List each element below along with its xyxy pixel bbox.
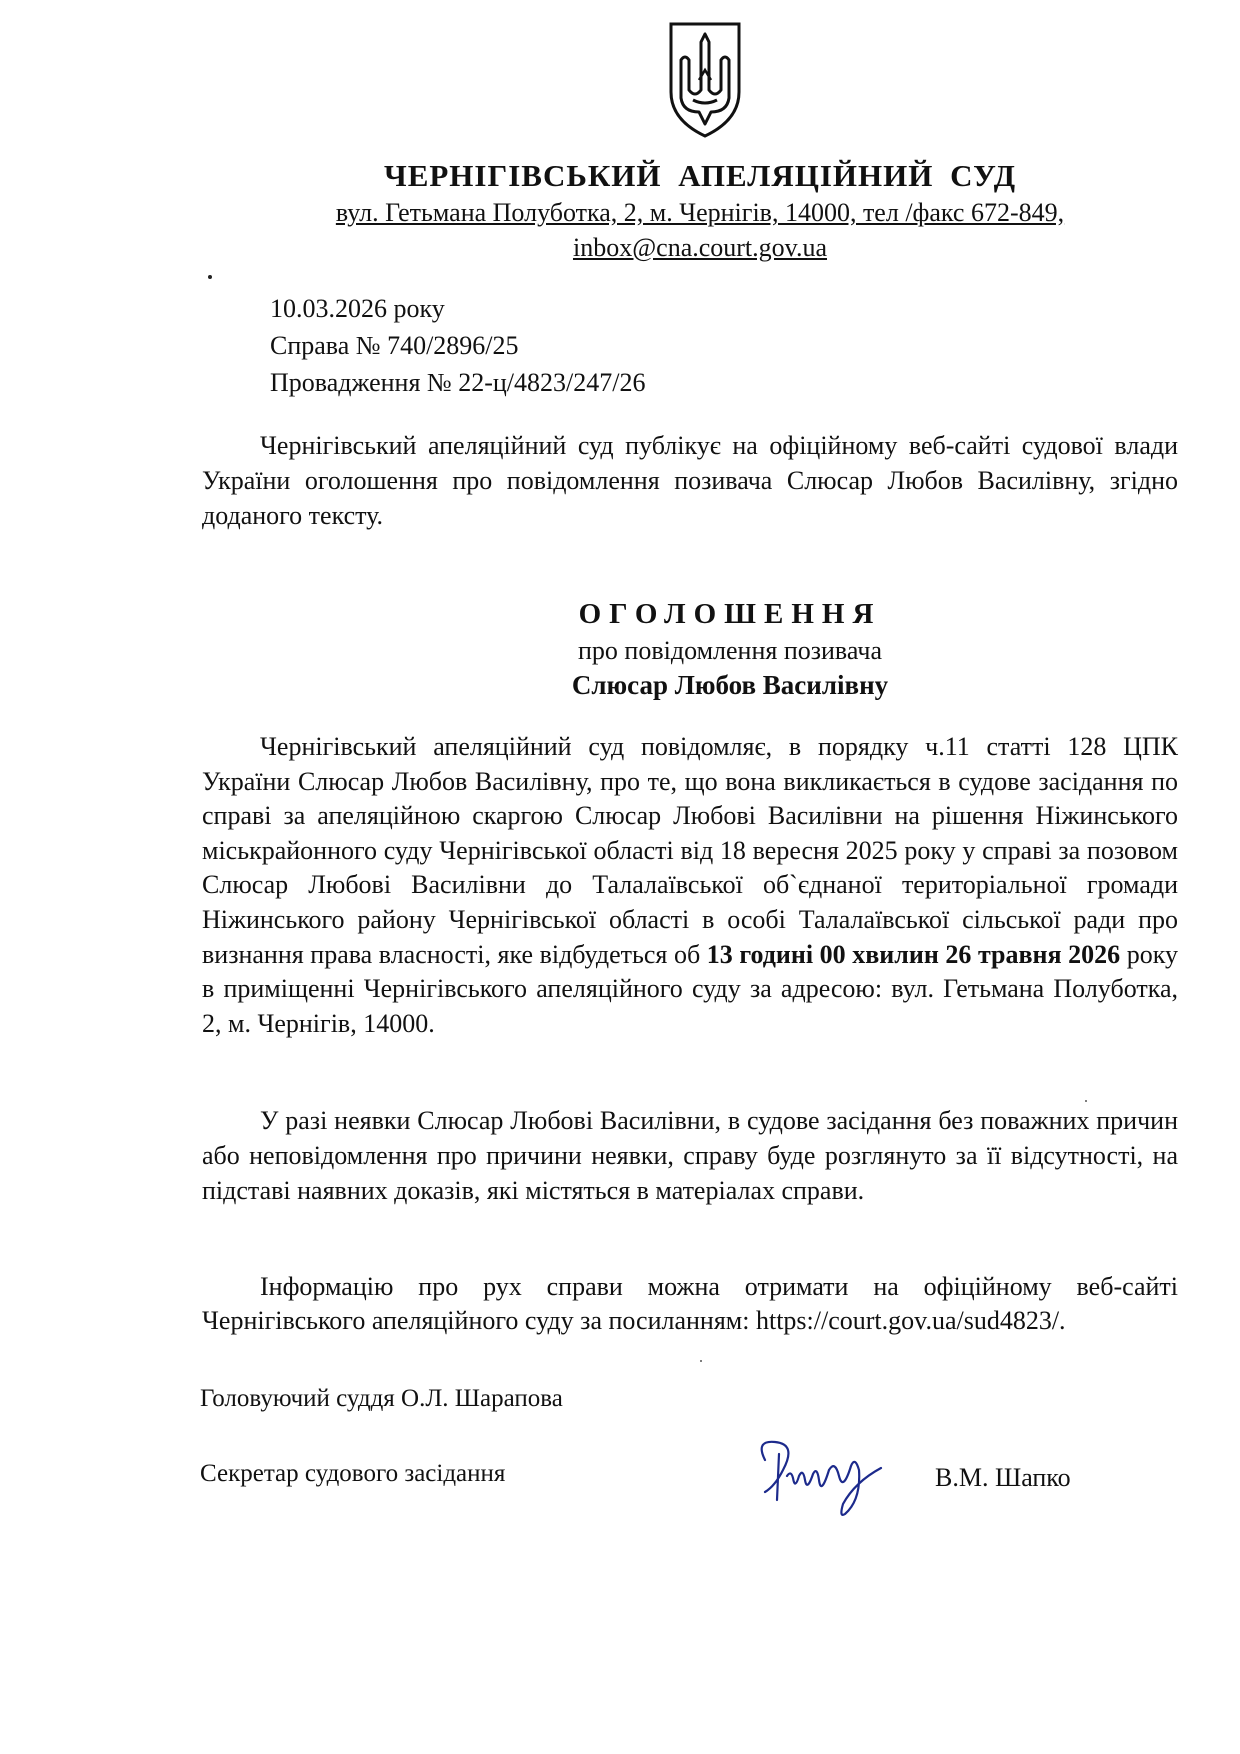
court-email: inbox@cna.court.gov.ua — [572, 233, 828, 262]
case-meta — [270, 290, 645, 401]
handwritten-signature-icon — [735, 1430, 885, 1520]
case-number: Справа № 740/2896/25 — [270, 331, 519, 360]
hearing-datetime: 13 годині 00 хвилин 26 травня 2026 — [706, 939, 1121, 969]
absence-paragraph: У разі неявки Слюсар Любові Василівни, в судове засідання без поважних причин або неповідомлення про причини неявки, справу буде розглянуто за її відсутності, на підставі наявних доказів, які містяться в матеріалах справи. — [202, 1106, 1178, 1205]
proceeding-number: Провадження № 22-ц/4823/247/26 — [270, 368, 646, 397]
notice-body-paragraph — [202, 730, 1178, 1041]
scan-speck — [1085, 1100, 1087, 1102]
info-paragraph: Інформацію про рух справи можна отримати на офіційному веб-сайті Чернігівського апеляційного суду за посиланням: https://court.gov.ua/sud4823/. — [202, 1272, 1178, 1335]
scan-speck — [700, 1360, 702, 1362]
notice-title: ОГОЛОШЕННЯ — [578, 598, 882, 630]
notice-body-text: Чернігівський апеляційний суд повідомляє, в порядку ч.11 статті 128 ЦПК України Слюсар Любов Василівну, про те, що вона викликається в судове засідання по справі за апеляційною скаргою Слюсар Любові Василівни на рішення Ніжинського міськрайонного суду Чернігівської області від 18 вересня 2025 року у справі за позовом Слюсар Любові Василівни до Талалаївської об`єднаної територіальної громади Ніжинського району Чернігівської області в особі Талалаївської сільської ради про визнання права власності, яке відбудеться об — [202, 732, 1178, 969]
notice-person-name: Слюсар Любов Василівну — [571, 670, 889, 700]
secretary-role: Секретар судового засідання — [200, 1460, 506, 1487]
court-address: вул. Гетьмана Полуботка, 2, м. Чернігів, 14000, тел /факс 672-849, — [335, 198, 1065, 227]
intro-paragraph: Чернігівський апеляційний суд публікує на офіційному веб-сайті судової влади України оголошення про повідомлення позивача Слюсар Любов Василівну, згідно доданого тексту. — [202, 431, 1178, 530]
notice-body-text-end: року в приміщенні Чернігівського апеляційного суду за адресою: вул. Гетьмана Полуботка, 2, м. Чернігів, 14000. — [202, 939, 1179, 1038]
court-name: ЧЕРНІГІВСЬКИЙ АПЕЛЯЦІЙНИЙ СУД — [383, 158, 1017, 193]
document-date: 10.03.2026 року — [270, 294, 445, 323]
notice-subtitle: про повідомлення позивача — [578, 636, 882, 665]
coat-of-arms-trident-icon — [665, 20, 745, 140]
presiding-judge-line: Головуючий суддя О.Л. Шарапова — [200, 1385, 563, 1412]
secretary-name: В.М. Шапко — [935, 1463, 1071, 1492]
scan-speck — [208, 275, 212, 279]
